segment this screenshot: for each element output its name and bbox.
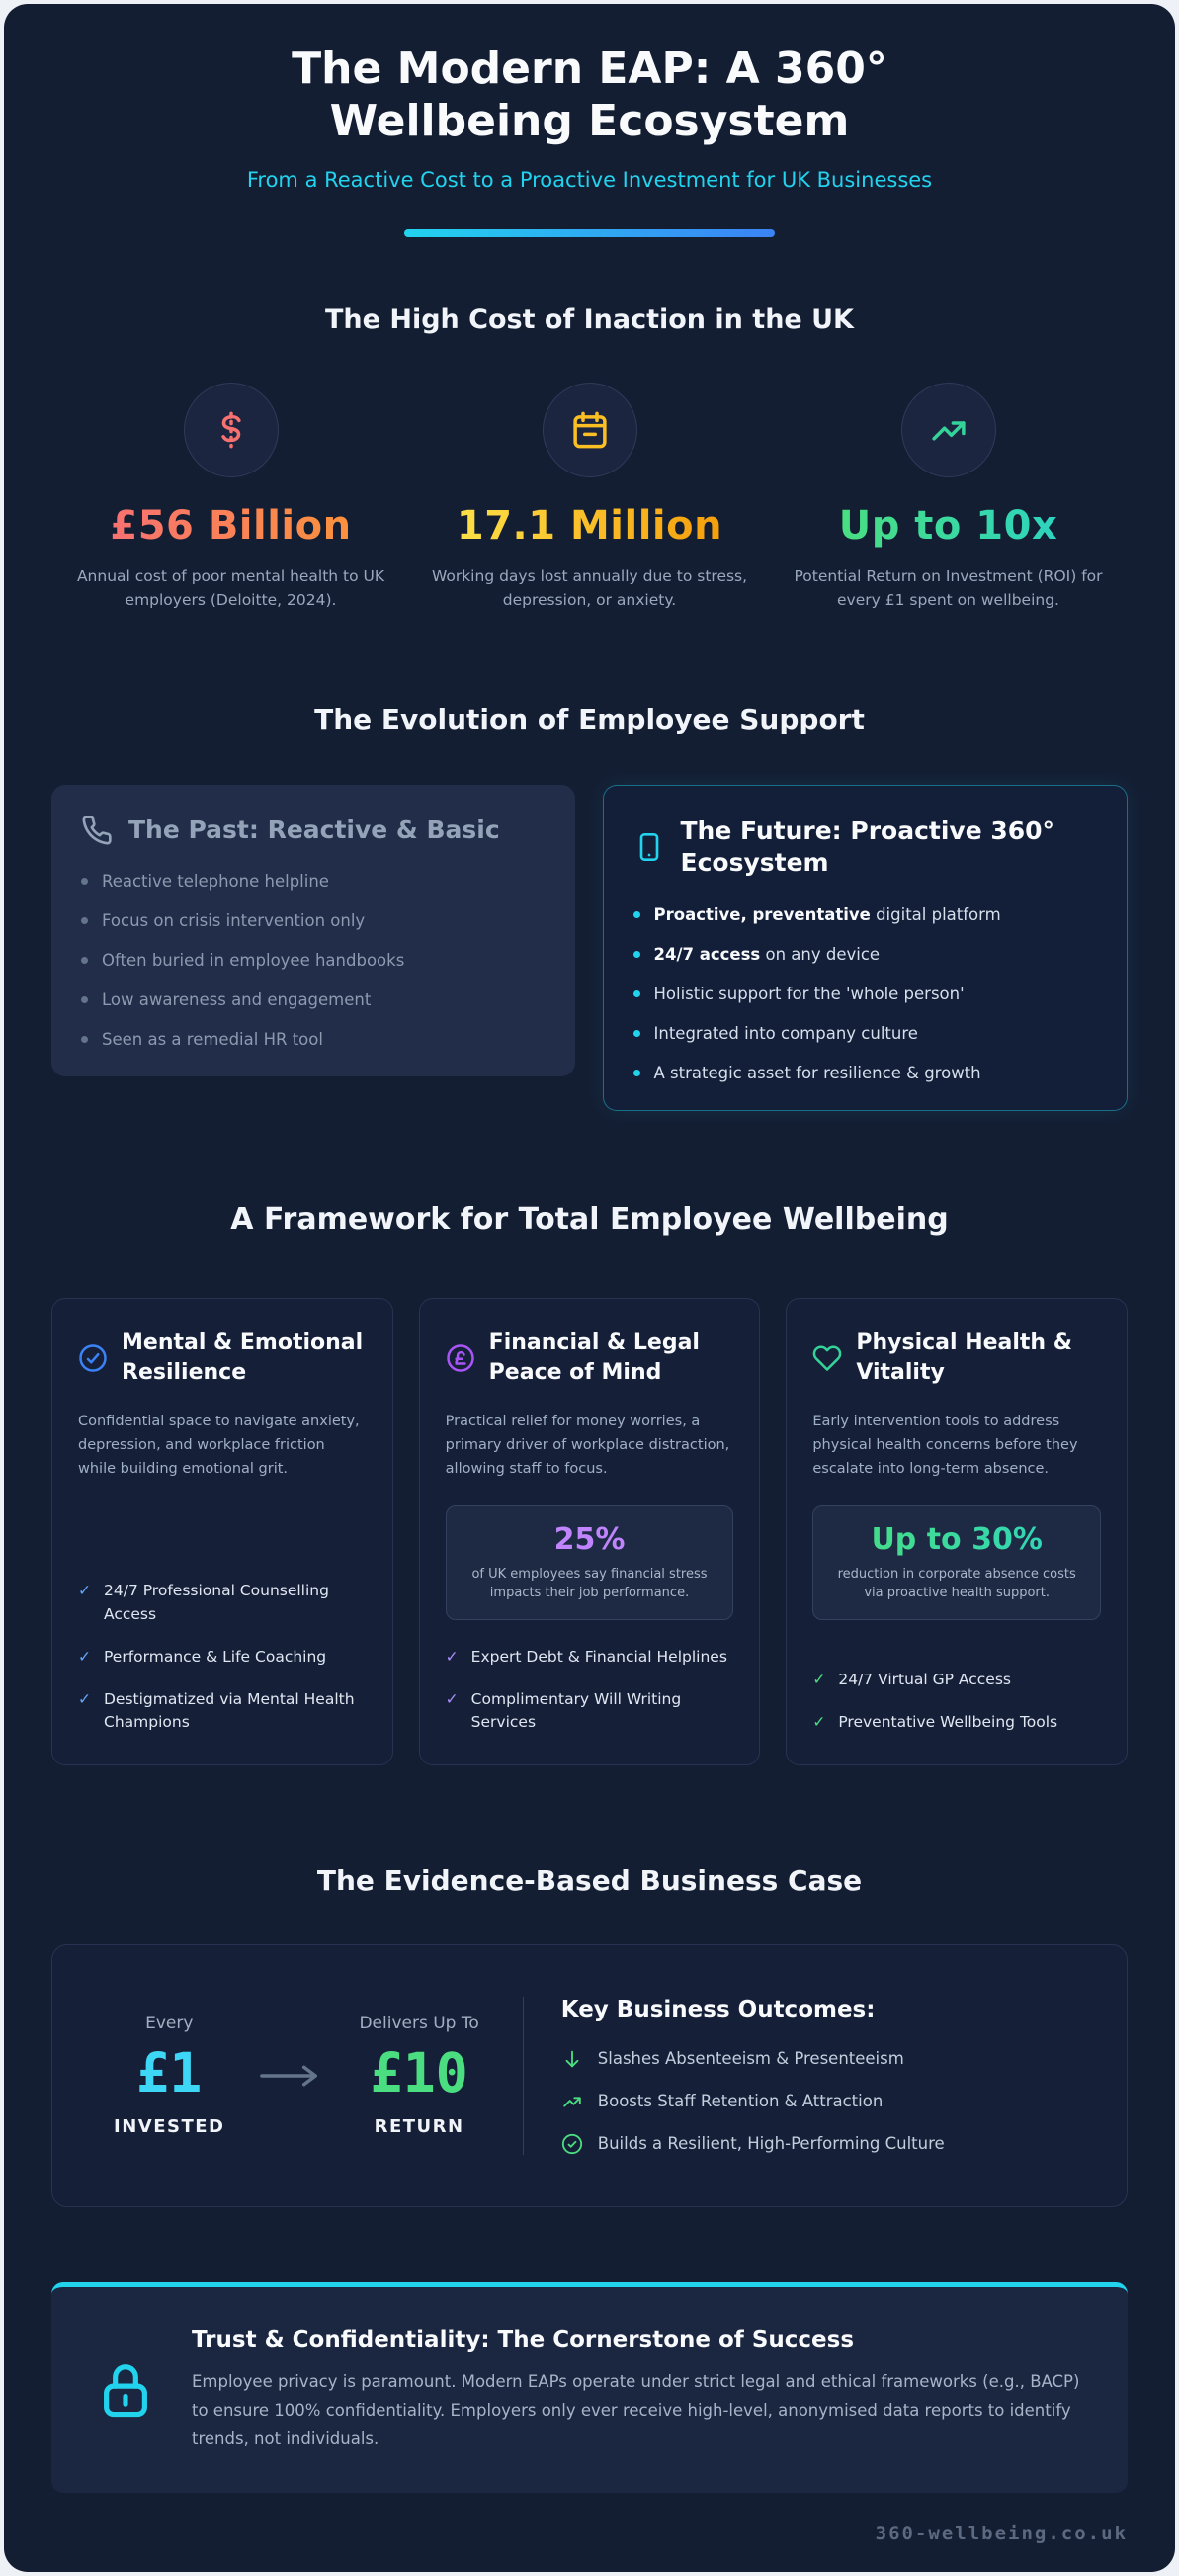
financial-stat-desc: of UK employees say financial stress impacts their job performance. bbox=[471, 1566, 708, 1601]
bullet-dot bbox=[633, 911, 640, 918]
past-card bbox=[51, 785, 575, 1077]
stat-value: 17.1 Million bbox=[456, 502, 723, 549]
check-icon: ✓ bbox=[812, 1671, 826, 1689]
physical-check-list bbox=[812, 1669, 1101, 1735]
list-item-text: Proactive, preventative digital platform bbox=[653, 904, 1001, 924]
check-icon: ✓ bbox=[78, 1582, 91, 1600]
check-item-text: 24/7 Virtual GP Access bbox=[838, 1671, 1011, 1689]
check-icon: ✓ bbox=[445, 1647, 459, 1666]
financial-card-body: Practical relief for money worries, a primary driver of workplace distraction, allowing staff to focus. bbox=[445, 1414, 730, 1478]
calendar-icon bbox=[569, 409, 611, 451]
list-item bbox=[81, 990, 546, 1009]
financial-card-title: Financial & Legal Peace of Mind bbox=[488, 1330, 700, 1386]
spacer bbox=[812, 1620, 1101, 1643]
list-item-text: Holistic support for the 'whole person' bbox=[653, 984, 965, 1003]
check-circle-icon bbox=[78, 1343, 108, 1373]
mental-check-list bbox=[78, 1580, 367, 1734]
trust-text-block bbox=[192, 2327, 1084, 2454]
list-item-text: A strategic asset for resilience & growth bbox=[653, 1063, 981, 1082]
check-icon: ✓ bbox=[445, 1690, 459, 1709]
past-list bbox=[81, 872, 546, 1049]
check-item-text: Performance & Life Coaching bbox=[104, 1647, 327, 1666]
infographic-page bbox=[4, 4, 1175, 2572]
future-list bbox=[633, 905, 1098, 1082]
list-item-text: Reactive telephone helpline bbox=[102, 872, 329, 892]
outcomes-heading: Key Business Outcomes: bbox=[560, 1996, 876, 2022]
stat-circle bbox=[543, 383, 637, 477]
check-icon: ✓ bbox=[812, 1713, 826, 1732]
bullet-dot bbox=[633, 1070, 640, 1076]
list-item bbox=[81, 872, 546, 891]
outcome-text: Slashes Absenteeism & Presenteeism bbox=[597, 2049, 904, 2069]
physical-stat-desc: reduction in corporate absence costs via proactive health support. bbox=[837, 1566, 1076, 1601]
vertical-divider bbox=[523, 1997, 524, 2155]
stat-circle bbox=[901, 383, 996, 477]
check-icon: ✓ bbox=[78, 1647, 91, 1666]
list-item bbox=[633, 945, 1098, 964]
outcome-text: Builds a Resilient, High-Performing Culture bbox=[597, 2134, 945, 2154]
list-item-text: Focus on crisis intervention only bbox=[102, 911, 366, 931]
evidence-card bbox=[51, 1944, 1128, 2207]
list-item-text: Integrated into company culture bbox=[653, 1023, 918, 1043]
financial-stat-value: 25% bbox=[553, 1521, 626, 1557]
list-item bbox=[81, 951, 546, 970]
outcome-item bbox=[561, 2091, 1083, 2112]
list-item-text: Low awareness and engagement bbox=[102, 990, 372, 1010]
past-card-title: The Past: Reactive & Basic bbox=[128, 815, 500, 844]
invested-caption: INVESTED bbox=[114, 2116, 225, 2138]
trust-body: Employee privacy is paramount. Modern EAPs operate under strict legal and ethical frameworks (e.g., BACP) to ensure 100% confidentiality. Employers only ever receive high-level, anonymised data reports to identify trends, not individuals. bbox=[192, 2371, 1080, 2448]
mental-card-header bbox=[78, 1329, 367, 1390]
cost-section-heading: The High Cost of Inaction in the UK bbox=[325, 303, 854, 335]
stat-circle bbox=[184, 383, 279, 477]
bullet-dot bbox=[633, 951, 640, 958]
list-item bbox=[633, 1064, 1098, 1082]
return-column bbox=[359, 2014, 478, 2137]
financial-card bbox=[419, 1298, 761, 1765]
page-subtitle: From a Reactive Cost to a Proactive Investment for UK Businesses bbox=[246, 167, 933, 192]
every-label: Every bbox=[145, 2014, 194, 2034]
invested-column bbox=[114, 2014, 224, 2137]
trust-title: Trust & Confidentiality: The Cornerstone of Success bbox=[192, 2326, 855, 2353]
pound-circle-icon bbox=[446, 1343, 475, 1373]
outcome-item bbox=[561, 2133, 1083, 2155]
future-card-title: The Future: Proactive 360° Ecosystem bbox=[680, 816, 1055, 878]
stat-description: Working days lost annually due to stress, depression, or anxiety. bbox=[431, 566, 748, 609]
outcomes-block bbox=[561, 1997, 1083, 2155]
check-item bbox=[78, 1580, 367, 1626]
mental-card-title: Mental & Emotional Resilience bbox=[122, 1330, 364, 1386]
check-item bbox=[446, 1646, 734, 1669]
stat-roi bbox=[769, 383, 1128, 612]
check-item-text: Complimentary Will Writing Services bbox=[470, 1690, 682, 1732]
physical-card-title: Physical Health & Vitality bbox=[856, 1330, 1072, 1386]
check-item bbox=[78, 1688, 367, 1735]
bullet-dot bbox=[81, 1036, 88, 1043]
trending-up-icon bbox=[561, 2091, 583, 2112]
roi-group bbox=[96, 2014, 479, 2137]
page-title: The Modern EAP: A 360° Wellbeing Ecosystem bbox=[292, 43, 887, 146]
footer-site-url: 360-wellbeing.co.uk bbox=[875, 2523, 1128, 2545]
business-section-heading: The Evidence-Based Business Case bbox=[316, 1863, 863, 1897]
phone-icon bbox=[81, 815, 113, 846]
stat-description: Potential Return on Investment (ROI) for every £1 spent on wellbeing. bbox=[794, 566, 1103, 609]
stat-annual-cost bbox=[51, 383, 410, 612]
physical-card-header bbox=[812, 1329, 1101, 1390]
stat-value: Up to 10x bbox=[838, 502, 1058, 549]
check-item-text: 24/7 Professional Counselling Access bbox=[104, 1582, 329, 1623]
stat-days-lost bbox=[410, 383, 769, 612]
bullet-dot bbox=[81, 878, 88, 885]
outcome-text: Boosts Staff Retention & Attraction bbox=[597, 2092, 884, 2111]
pound-cost-icon bbox=[211, 409, 252, 451]
future-card-header bbox=[633, 816, 1098, 880]
future-card bbox=[603, 785, 1129, 1111]
bullet-dot bbox=[81, 957, 88, 964]
check-item bbox=[446, 1688, 734, 1735]
check-item-text: Preventative Wellbeing Tools bbox=[838, 1713, 1058, 1732]
spacer bbox=[78, 1482, 367, 1555]
framework-cards-row bbox=[51, 1298, 1128, 1765]
list-item-text: 24/7 access on any device bbox=[653, 944, 881, 964]
check-item-text: Destigmatized via Mental Health Champions bbox=[104, 1690, 355, 1732]
trending-up-icon bbox=[928, 409, 969, 451]
cost-stats-row bbox=[51, 383, 1128, 612]
financial-card-header bbox=[446, 1329, 734, 1390]
heart-icon bbox=[812, 1343, 842, 1373]
return-caption: RETURN bbox=[374, 2116, 464, 2138]
evolution-section-heading: The Evolution of Employee Support bbox=[314, 702, 865, 735]
bullet-dot bbox=[633, 1030, 640, 1037]
check-item bbox=[812, 1669, 1101, 1691]
list-item bbox=[633, 905, 1098, 924]
evolution-cards-row bbox=[51, 785, 1128, 1111]
list-item bbox=[81, 1030, 546, 1049]
past-card-header bbox=[81, 815, 546, 847]
check-item bbox=[78, 1646, 367, 1669]
outcome-list bbox=[561, 2048, 1083, 2155]
invested-value: £1 bbox=[136, 2041, 203, 2105]
check-item bbox=[812, 1711, 1101, 1734]
financial-stat-box bbox=[446, 1505, 734, 1620]
list-item-text: Often buried in employee handbooks bbox=[102, 951, 405, 971]
title-underline bbox=[404, 229, 775, 237]
physical-card-body: Early intervention tools to address physical health concerns before they escalate into long-term absence. bbox=[812, 1414, 1078, 1478]
check-circle-icon bbox=[561, 2133, 583, 2155]
smartphone-icon bbox=[633, 831, 665, 863]
physical-stat-value: Up to 30% bbox=[827, 1522, 1086, 1557]
list-item bbox=[633, 1024, 1098, 1043]
arrow-down-icon bbox=[561, 2048, 583, 2070]
list-item bbox=[633, 985, 1098, 1003]
bullet-dot bbox=[81, 917, 88, 924]
list-item-text: Seen as a remedial HR tool bbox=[102, 1030, 323, 1050]
framework-section-heading: A Framework for Total Employee Wellbeing bbox=[230, 1201, 949, 1237]
stat-description: Annual cost of poor mental health to UK employers (Deloitte, 2024). bbox=[76, 566, 385, 609]
stat-value: £56 Billion bbox=[110, 502, 352, 549]
check-icon: ✓ bbox=[78, 1690, 91, 1709]
physical-card bbox=[786, 1298, 1128, 1765]
bullet-dot bbox=[633, 990, 640, 997]
mental-card-body: Confidential space to navigate anxiety, depression, and workplace friction while building emotional grit. bbox=[78, 1414, 360, 1478]
delivers-label: Delivers Up To bbox=[359, 2014, 479, 2034]
bullet-dot bbox=[81, 996, 88, 1003]
outcome-item bbox=[561, 2048, 1083, 2070]
trust-card bbox=[51, 2282, 1128, 2494]
list-item bbox=[81, 911, 546, 930]
lock-icon bbox=[95, 2360, 156, 2421]
return-value: £10 bbox=[370, 2041, 468, 2105]
check-item-text: Expert Debt & Financial Helplines bbox=[470, 1647, 727, 1666]
physical-stat-box bbox=[812, 1505, 1101, 1620]
mental-card bbox=[51, 1298, 393, 1765]
financial-check-list bbox=[446, 1646, 734, 1735]
arrow-right-icon bbox=[258, 2062, 325, 2090]
